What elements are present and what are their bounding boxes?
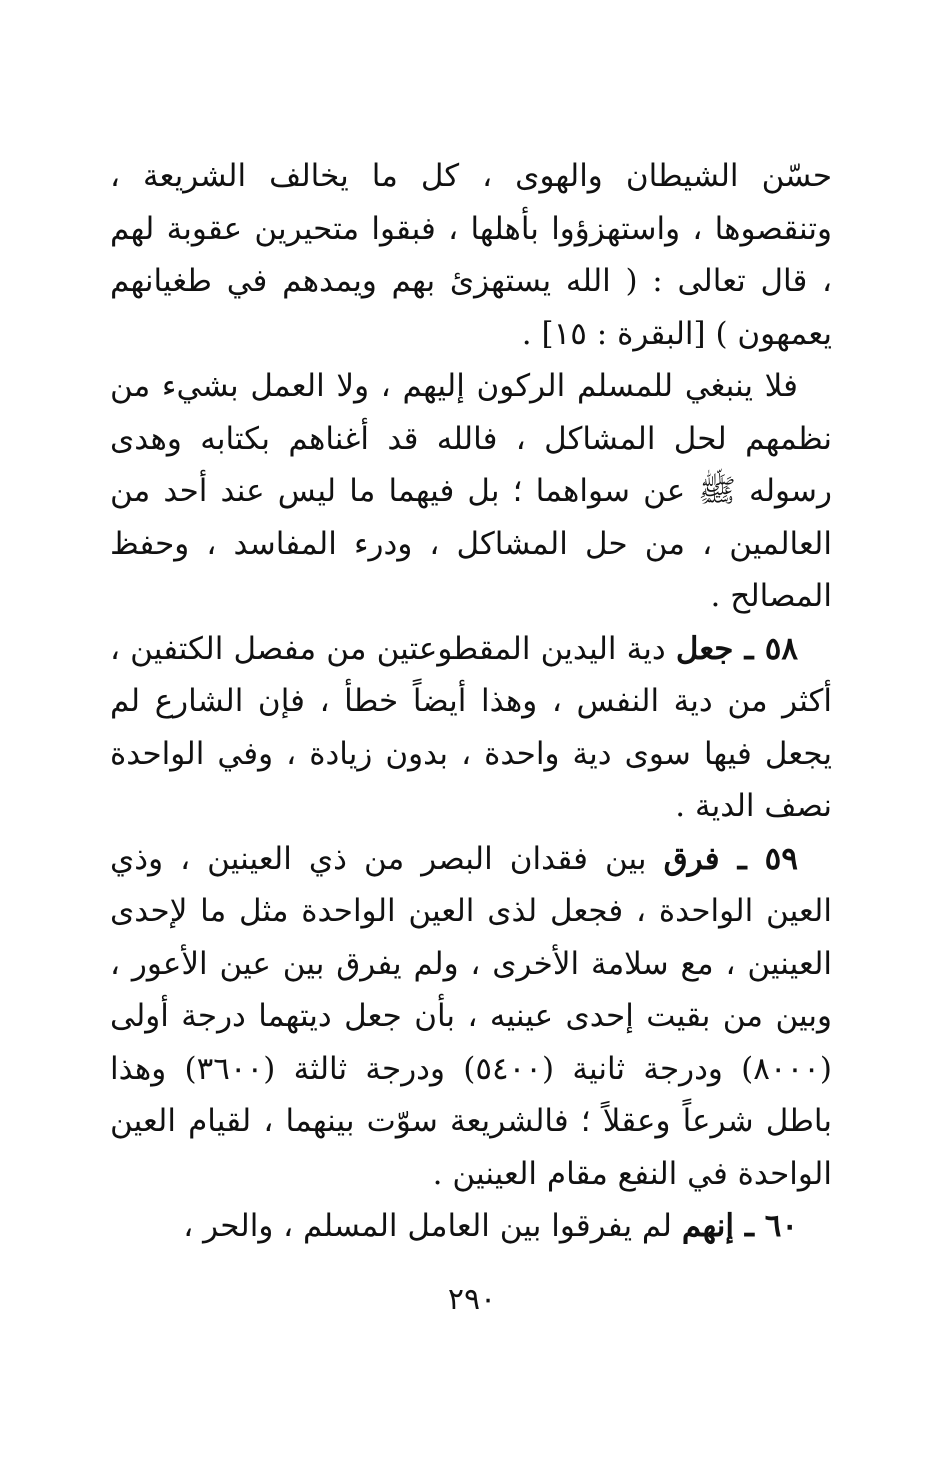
item-59-lead: ٥٩ ـ فرق [663, 840, 798, 877]
item-60-text: لم يفرقوا بين العامل المسلم ، والحر ، [183, 1208, 682, 1244]
item-60 [110, 1200, 832, 1253]
body-text [110, 150, 832, 1253]
page-number: ٢٩٠ [447, 1282, 497, 1317]
item-58-text: دية اليدين المقطوعتين من مفصل الكتفين ، أكثر من دية النفس ، وهذا أيضاً خطأ ، فإن الشارع لم يجعل فيها سوى دية واحدة ، بدون زيادة ، وفي الواحدة نصف الدية . [110, 630, 832, 824]
paragraph-text: حسّن الشيطان والهوى ، كل ما يخالف الشريعة ، وتنقصوها ، واستهزؤوا بأهلها ، فبقوا متحيرين عقوبة لهم ، قال تعالى : ( الله يستهزئ بهم ويمدهم في طغيانهم يعمهون ) [البقرة : ١٥] . [110, 158, 832, 352]
item-59 [110, 833, 832, 1201]
item-60-lead: ٦٠ ـ إنهم [681, 1208, 798, 1244]
paragraph-text: فلا ينبغي للمسلم الركون إليهم ، ولا العمل بشيء من نظمهم لحل المشاكل ، فالله قد أغناهم بكتابه وهدى رسوله ﷺ عن سواهما ؛ بل فيهما ما ليس عند أحد من العالمين ، من حل المشاكل ، ودرء المفاسد ، وحفظ المصالح . [110, 368, 832, 614]
item-58 [110, 623, 832, 833]
item-59-text: بين فقدان البصر من ذي العينين ، وذي العين الواحدة ، فجعل لذى العين الواحدة مثل ما لإحدى العينين ، مع سلامة الأخرى ، ولم يفرق بين عين الأعور ، وبين من بقيت إحدى عينيه ، بأن جعل ديتهما درجة أولى (٨٠٠٠) ودرجة ثانية (٥٤٠٠) ودرجة ثالثة (٣٦٠٠) وهذا باطل شرعاً وعقلاً ؛ فالشريعة سوّت بينهما ، لقيام العين الواحدة في النفع مقام العينين . [110, 840, 832, 1192]
paragraph-continuation [110, 150, 832, 360]
item-58-lead: ٥٨ ـ جعل [675, 630, 799, 667]
paragraph-conclusion [110, 360, 832, 623]
